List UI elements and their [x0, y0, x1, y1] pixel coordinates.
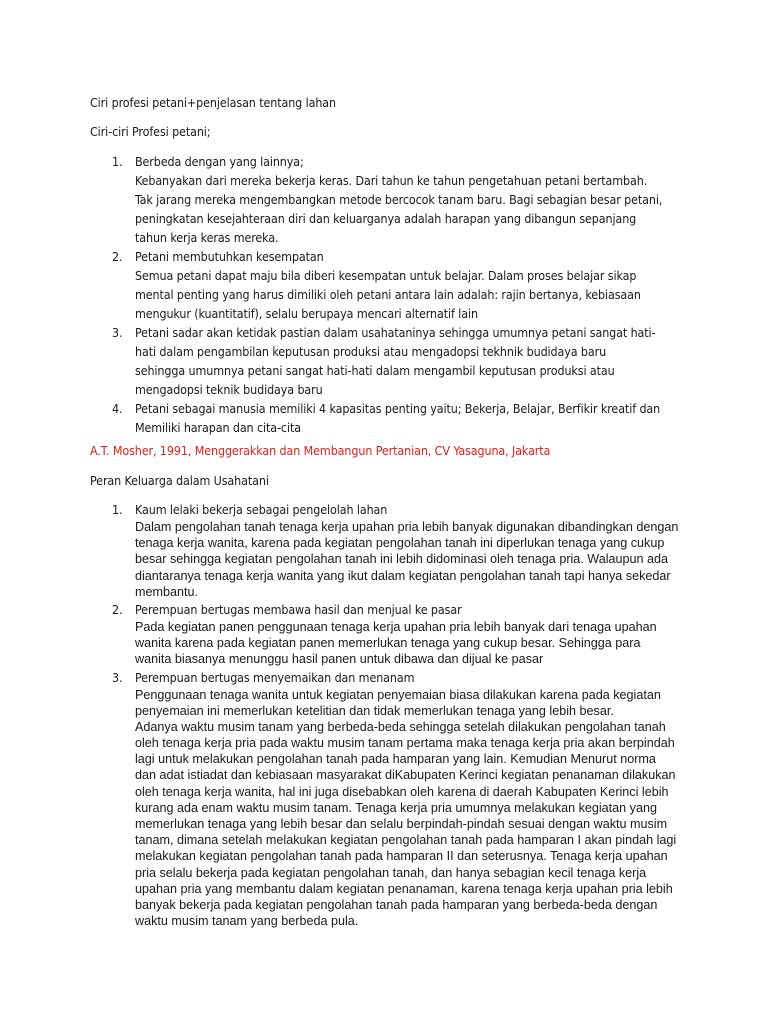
- list-number: 2.: [112, 601, 123, 617]
- list-item-line: Petani sadar akan ketidak pastian dalam usahataninya sehingga umumnya petani sangat hati-: [135, 325, 656, 340]
- list-item-title: Perempuan bertugas menyemaikan dan menanam: [135, 669, 415, 685]
- list-item: [90, 399, 690, 437]
- list-item-title: Perempuan bertugas membawa hasil dan menjual ke pasar: [135, 601, 462, 617]
- body-line: tanam, dimana setelah melakukan kegiatan pengolahan tanah pada hamparan I akan pindah lagi: [135, 833, 677, 848]
- list-item-line: sehingga umumnya petani sangat hati-hati dalam mengambil keputusan produksi atau: [135, 363, 615, 378]
- body-line: memerlukan tenaga yang lebih besar dan selalu berpindah-pindah sesuai dengan waktu musim: [135, 817, 668, 831]
- list-item-line: peningkatan kesejahteraan diri dan keluarganya adalah harapan yang dibangun sepanjang: [135, 211, 637, 226]
- list-item: [90, 668, 690, 930]
- document-title: Ciri profesi petani+penjelasan tentang lahan: [90, 95, 336, 110]
- body-line: tenaga kerja wanita, karena pada kegiatan pengolahan tanah ini diperlukan tenaga yang cukup: [135, 536, 665, 551]
- list-item-line: mengadopsi teknik budidaya baru: [135, 382, 323, 397]
- list-item: [90, 600, 690, 668]
- body-line: banyak bekerja pada kegiatan pengolahan tanah pada hamparan yang berbeda-beda dengan: [135, 897, 658, 912]
- list-item-title: Kaum lelaki bekerja sebagai pengelolah lahan: [135, 502, 388, 517]
- list-item-body: [135, 519, 690, 600]
- list-item-line: mental penting yang harus dimiliki oleh petani antara lain adalah: rajin bertanya, kebiasaan: [135, 287, 641, 302]
- body-line: Penggunaan tenaga wanita untuk kegiatan penyemaian biasa dilakukan karena pada kegiatan: [135, 687, 661, 702]
- list-item-line: Petani membutuhkan kesempatan: [135, 249, 324, 264]
- list-item-line: tahun kerja keras mereka.: [135, 230, 279, 245]
- body-line: Pada kegiatan panen penggunaan tenaga kerja upahan pria lebih banyak dari tenaga upahan: [135, 619, 657, 634]
- list-item-line: hati dalam pengambilan keputusan produksi atau mengadopsi tekhnik budidaya baru: [135, 344, 607, 359]
- body-line: kurang ada enam waktu musim tanam. Tenaga kerja pria umumnya melakukan kegiatan yang: [135, 800, 657, 815]
- list-item-line: Memiliki harapan dan cita-cita: [135, 420, 301, 435]
- body-line: Dalam pengolahan tanah tenaga kerja upahan pria lebih banyak digunakan dibandingkan dengan: [135, 520, 679, 534]
- citation-reference: A.T. Mosher, 1991, Menggerakkan dan Membangun Pertanian, CV Yasaguna, Jakarta: [90, 443, 551, 458]
- body-line: pria selalu bekerja pada kegiatan pengolahan tanah, dan hanya sebagian kecil tenaga kerja: [135, 865, 647, 880]
- list-number: 1.: [112, 154, 123, 169]
- list-item-line: mengukur (kuantitatif), selalu berupaya mencari alternatif lain: [135, 306, 478, 321]
- section-heading-ciri-ciri: Ciri-ciri Profesi petani;: [90, 124, 211, 139]
- section-heading-peran-keluarga: Peran Keluarga dalam Usahatani: [90, 473, 269, 488]
- body-line: waktu musim tanam yang berbeda pula.: [135, 914, 359, 929]
- body-line: upahan pria yang membantu dalam kegiatan penanaman, karena tenaga kerja upahan pria lebih: [135, 881, 673, 896]
- body-line: Adanya waktu musim tanam yang berbeda-beda sehingga setelah dilakukan pengolahan tanah: [135, 719, 666, 734]
- list-item: [90, 152, 690, 247]
- list-item-line: Semua petani dapat maju bila diberi kesempatan untuk belajar. Dalam proses belajar sikap: [135, 268, 637, 283]
- list-item-line: Kebanyakan dari mereka bekerja keras. Dari tahun ke tahun pengetahuan petani bertambah.: [135, 173, 648, 188]
- body-line: wanita karena pada kegiatan panen memerlukan tenaga yang cukup besar. Sehingga para: [135, 636, 641, 651]
- body-line: lagi untuk melakukan pengolahan tanah pada hamparan yang lain. Kemudian Menurut norma: [135, 752, 656, 767]
- body-line: oleh tenaga kerja pria pada waktu musim tanam pertama maka tenaga kerja pria akan berpindah: [135, 736, 675, 751]
- body-line: dan adat istiadat dan kebiasaan masyarakat diKabupaten Kerinci kegiatan penanaman dilakukan: [135, 768, 676, 783]
- body-line: membantu.: [135, 584, 198, 599]
- body-line: melakukan kegiatan pengolahan tanah pada hamparan II dan seterusnya. Tenaga kerja upahan: [135, 849, 668, 864]
- list-item-line: Petani sebagai manusia memiliki 4 kapasitas penting yaitu; Bekerja, Belajar, Berfikir kreatif dan: [135, 401, 661, 416]
- list-item: [90, 500, 690, 600]
- peran-keluarga-list: [90, 500, 690, 929]
- body-line: oleh tenaga kerja wanita, hal ini juga disebabkan oleh karena di daerah Kabupaten Kerinci lebih: [135, 784, 669, 799]
- list-number: 2.: [112, 249, 123, 264]
- list-number: 4.: [112, 401, 123, 416]
- list-item-line: Berbeda dengan yang lainnya;: [135, 154, 304, 169]
- list-item: [90, 323, 690, 399]
- body-line: diantaranya tenaga kerja wanita yang ikut dalam kegiatan pengolahan tanah tapi hanya sekedar: [135, 568, 671, 583]
- list-item: [90, 247, 690, 323]
- list-item-line: Tak jarang mereka mengembangkan metode bercocok tanam baru. Bagi sebagian besar petani,: [135, 192, 663, 207]
- ciri-ciri-list: [90, 152, 690, 437]
- body-line: besar sehingga kegiatan pengolahan tanah ini lebih didominasi oleh tenaga pria. Walaupun ada: [135, 552, 669, 567]
- list-number: 1.: [112, 502, 123, 517]
- list-number: 3.: [112, 325, 123, 340]
- body-line: wanita biasanya menunggu hasil panen untuk dibawa dan dijual ke pasar: [135, 652, 544, 667]
- list-item-body: [135, 687, 690, 930]
- list-number: 3.: [112, 669, 123, 685]
- body-line: penyemaian ini memerlukan ketelitian dan tidak memerlukan tenaga yang lebih besar.: [135, 703, 614, 718]
- list-item-body: [135, 619, 690, 668]
